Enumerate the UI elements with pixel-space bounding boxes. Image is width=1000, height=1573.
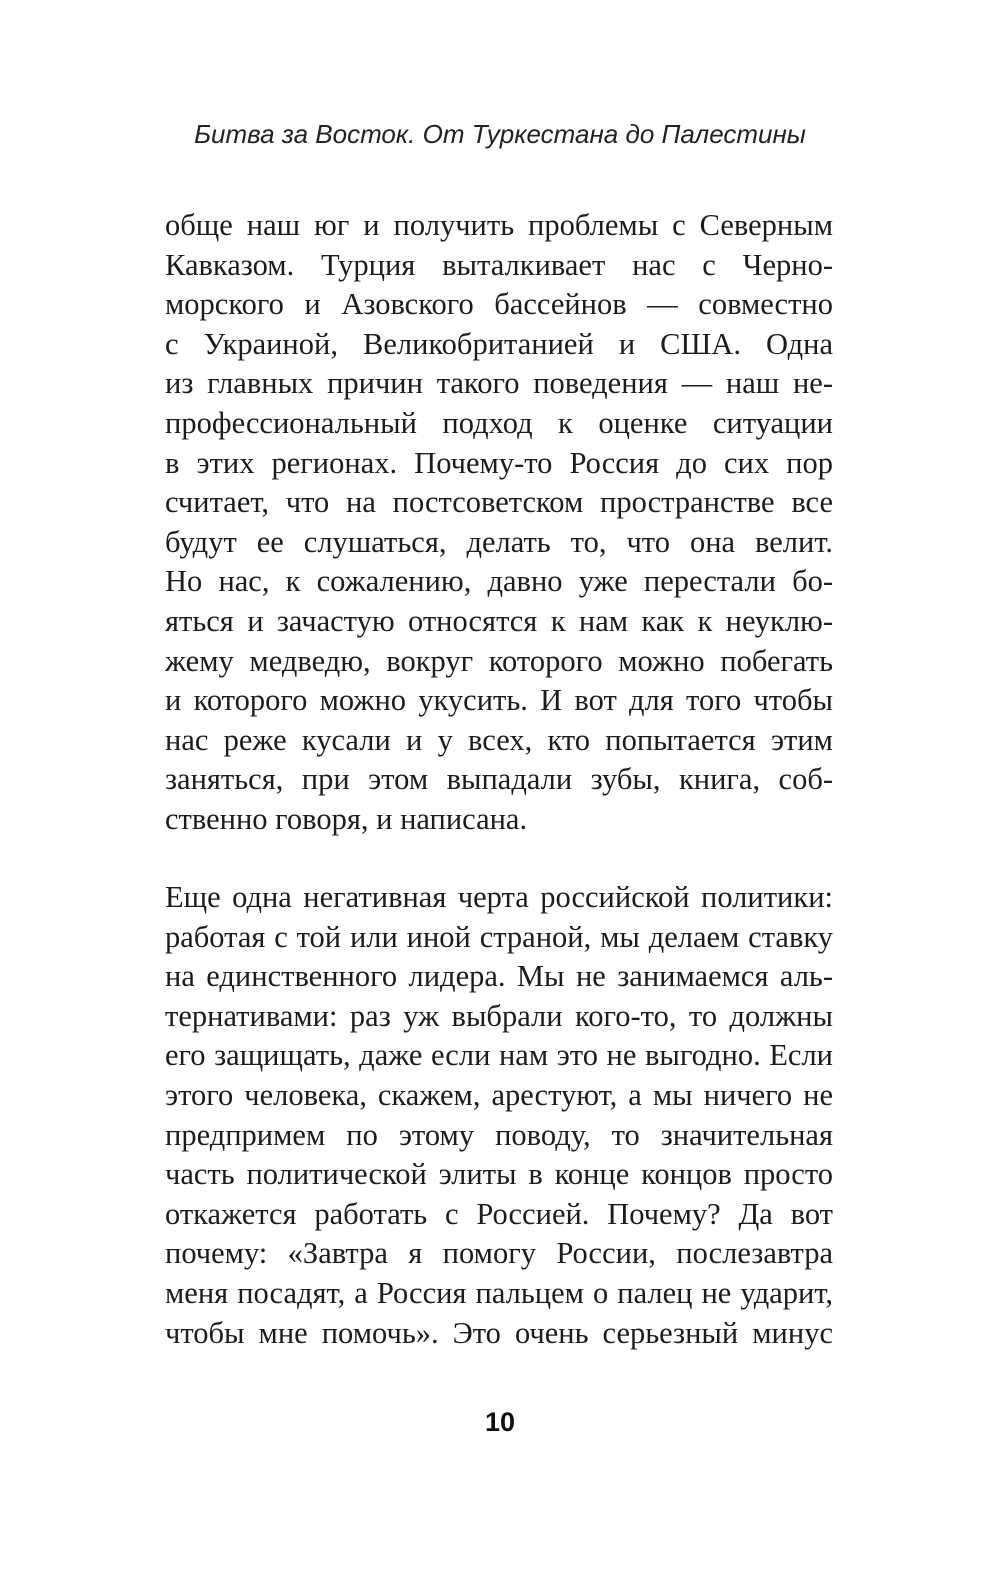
text-line: откажется работать с Россией. Почему? Да вот bbox=[165, 1196, 833, 1231]
paragraph-2 bbox=[165, 878, 833, 1353]
paragraph-1 bbox=[165, 206, 833, 840]
text-line: Кавказом. Турция выталкивает нас с Черно- bbox=[165, 247, 833, 282]
text-line: яться и зачастую относятся к нам как к неуклю- bbox=[165, 603, 833, 638]
text-line: этого человека, скажем, арестуют, а мы ничего не bbox=[165, 1077, 833, 1112]
text-line: с Украиной, Великобританией и США. Одна bbox=[165, 326, 833, 361]
running-header-title: Битва за Восток. От Туркестана до Палестины bbox=[194, 119, 806, 149]
text-line: морского и Азовского бассейнов — совместно bbox=[165, 287, 833, 322]
text-line: ственно говоря, и написана. bbox=[165, 801, 528, 836]
text-line: и которого можно укусить. И вот для того чтобы bbox=[165, 683, 833, 718]
text-line: профессиональный подход к оценке ситуации bbox=[165, 405, 833, 440]
text-line: будут ее слушаться, делать то, что она велит. bbox=[165, 524, 833, 559]
text-line: в этих регионах. Почему-то Россия до сих пор bbox=[165, 445, 833, 480]
text-line: Еще одна негативная черта российской политики: bbox=[165, 880, 833, 914]
text-line: работая с той или иной страной, мы делаем ставку bbox=[165, 919, 833, 954]
text-line: почему: «Завтра я помогу России, послезавтра bbox=[165, 1236, 833, 1271]
text-line: считает, что на постсоветском пространстве все bbox=[165, 485, 833, 520]
text-line: его защищать, даже если нам это не выгодно. Если bbox=[165, 1038, 833, 1073]
text-line: тернативами: раз уж выбрали кого-то, то должны bbox=[165, 998, 833, 1033]
text-line: жему медведю, вокруг которого можно побегать bbox=[165, 643, 833, 678]
text-line: заняться, при этом выпадали зубы, книга, соб- bbox=[165, 762, 833, 797]
page-number: 10 bbox=[484, 1407, 516, 1437]
text-line: на единственного лидера. Мы не занимаемся аль- bbox=[165, 959, 833, 994]
text-line: из главных причин такого поведения — наш не- bbox=[165, 366, 833, 401]
text-line: нас реже кусали и у всех, кто попытается этим bbox=[165, 722, 833, 757]
text-line: предпримем по этому поводу, то значительная bbox=[165, 1117, 833, 1152]
text-line: обще наш юг и получить проблемы с Северным bbox=[165, 208, 833, 242]
text-line: Но нас, к сожалению, давно уже перестали бо- bbox=[165, 564, 833, 599]
text-line: часть политической элиты в конце концов просто bbox=[165, 1157, 833, 1192]
text-line: меня посадят, а Россия пальцем о палец не ударит, bbox=[165, 1275, 833, 1310]
text-line: чтобы мне помочь». Это очень серьезный минус bbox=[165, 1315, 833, 1350]
